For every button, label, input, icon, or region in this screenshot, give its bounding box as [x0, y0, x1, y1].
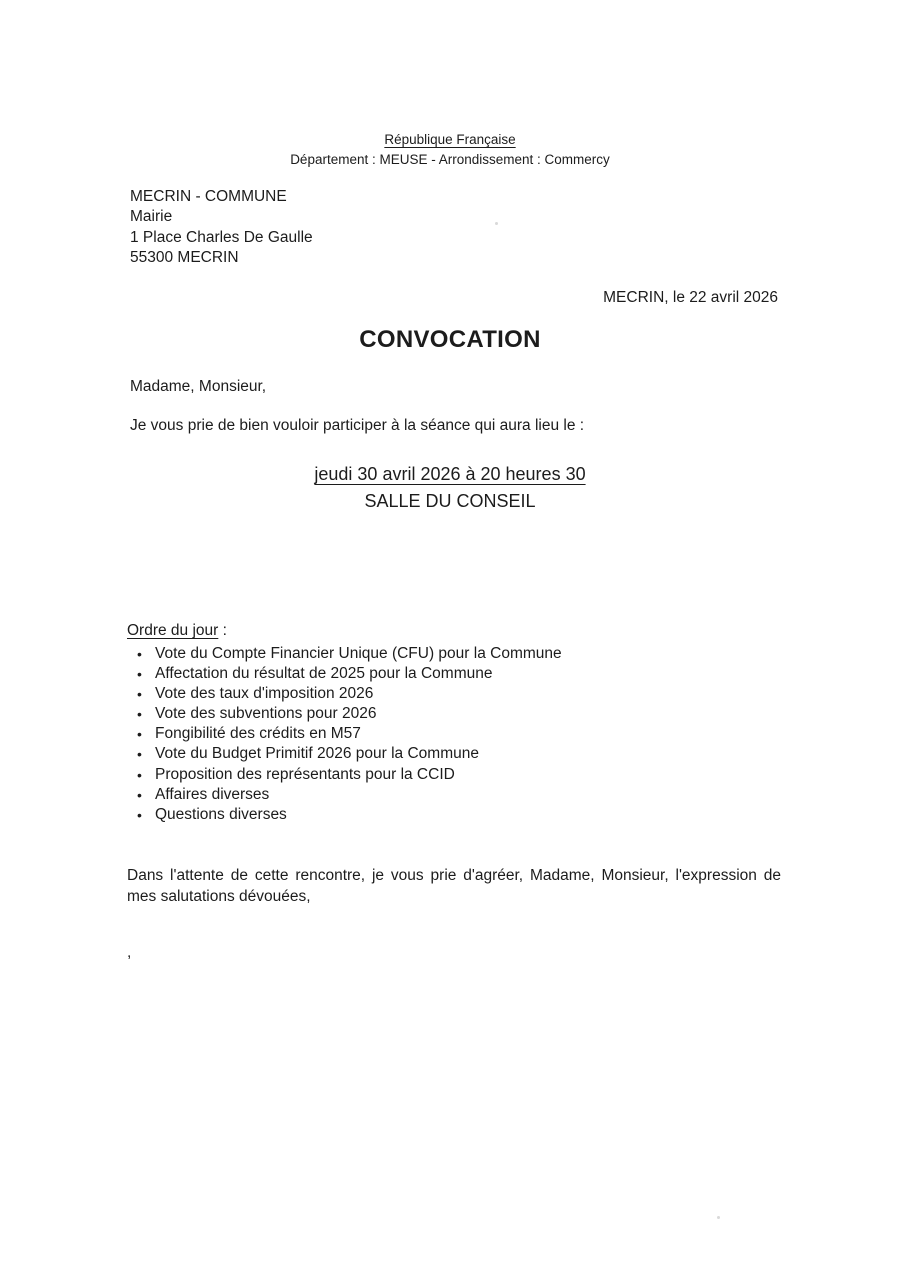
meeting-venue: SALLE DU CONSEIL: [364, 490, 536, 511]
letter-title: CONVOCATION: [359, 326, 541, 353]
intro-paragraph: Je vous prie de bien vouloir participer à la séance qui aura lieu le :: [130, 417, 585, 434]
agenda-item: • Affectation du résultat de 2025 pour la Commune: [137, 664, 562, 684]
agenda-item: • Fongibilité des crédits en M57: [137, 724, 562, 744]
scan-speck: [495, 222, 498, 225]
sender-mairie: Mairie: [130, 208, 173, 226]
agenda-item: • Vote des subventions pour 2026: [137, 704, 562, 724]
agenda-heading-colon: :: [218, 622, 227, 639]
agenda-heading-text: Ordre du jour: [127, 622, 219, 639]
signature-comma: ,: [127, 944, 132, 961]
sender-commune: MECRIN - COMMUNE: [130, 188, 287, 205]
sender-street: 1 Place Charles De Gaulle: [130, 228, 313, 246]
agenda-heading: [127, 622, 227, 640]
sender-postal-city: 55300 MECRIN: [130, 248, 239, 266]
agenda-item: • Vote des taux d'imposition 2026: [137, 684, 562, 704]
meeting-datetime: jeudi 30 avril 2026 à 20 heures 30: [314, 464, 586, 484]
closing-paragraph: Dans l'attente de cette rencontre, je vous prie d'agréer, Madame, Monsieur, l'expression de mes salutations dévouées,: [127, 867, 781, 905]
agenda-item: • Vote du Compte Financier Unique (CFU) pour la Commune: [137, 644, 562, 664]
agenda-item: • Proposition des représentants pour la CCID: [137, 765, 562, 785]
meeting-block: [0, 461, 900, 514]
agenda-item: • Vote du Budget Primitif 2026 pour la Commune: [137, 744, 562, 764]
salutation: Madame, Monsieur,: [130, 378, 267, 395]
agenda-item: • Questions diverses: [137, 805, 562, 825]
sender-address-block: [130, 187, 313, 268]
agenda-item: • Affaires diverses: [137, 785, 562, 805]
republique-heading-text: République Française: [384, 132, 516, 147]
departement-line: Département : MEUSE - Arrondissement : Commercy: [290, 152, 610, 167]
scan-speck: [717, 1216, 720, 1219]
agenda-list: [137, 644, 562, 825]
date-line: MECRIN, le 22 avril 2026: [603, 289, 778, 306]
republique-heading: [0, 132, 900, 147]
